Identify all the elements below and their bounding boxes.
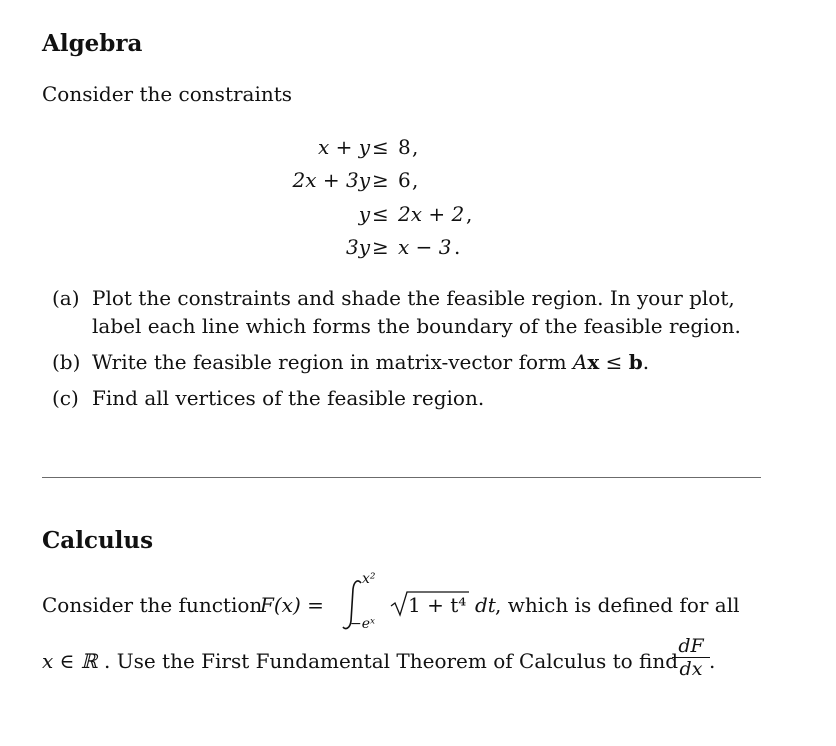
constraint-2-rhs: 6 — [398, 168, 411, 192]
calculus-sentence-1 — [42, 595, 262, 615]
constraint-3-tail: , — [466, 202, 473, 226]
constraint-3-rel: ≤ — [372, 202, 389, 226]
part-c — [52, 384, 752, 412]
constraint-system — [280, 132, 540, 262]
calculus-sentence-2: . Use the First Fundamental Theorem of Calculus to find — [104, 649, 679, 673]
part-b — [52, 348, 752, 376]
derivative-fraction — [672, 635, 710, 680]
calculus-sentence-1-after: , which is defined for all — [495, 593, 740, 617]
part-c-label: (c) — [52, 386, 79, 410]
part-b-text — [92, 348, 649, 376]
constraint-4-lhs: 3y — [345, 235, 370, 259]
constraint-1-rhs: 8 — [398, 135, 411, 159]
fraction-denominator: dx — [679, 658, 703, 680]
constraint-1-rel: ≤ — [372, 135, 389, 159]
constraint-1-tail: , — [412, 135, 419, 159]
constraint-2-rel: ≥ — [372, 168, 389, 192]
constraint-3-lhs: y — [358, 202, 370, 226]
part-a-label: (a) — [52, 286, 80, 310]
constraint-1-lhs: x + y — [317, 135, 370, 159]
calculus-sentence-1-before: Consider the function — [42, 593, 263, 617]
part-b-text-before: Write the feasible region in matrix-vector form — [92, 350, 573, 374]
algebra-intro: Consider the constraints — [42, 82, 293, 106]
part-b-vector-b: b — [628, 350, 643, 374]
calculus-sentence-2-end: . — [709, 649, 716, 673]
calculus-domain: x ∈ ℝ — [42, 649, 98, 673]
part-a-line2: label each line which forms the boundary of the feasible region. — [92, 314, 741, 338]
fraction-numerator: dF — [672, 635, 710, 658]
part-b-label: (b) — [52, 350, 81, 374]
calculus-function: F(x) = — [260, 593, 324, 617]
integrand: 1 + t⁴ — [408, 593, 467, 617]
part-a-line1: Plot the constraints and shade the feasible region. In your plot, — [92, 286, 735, 310]
part-c-text: Find all vertices of the feasible region. — [92, 386, 485, 410]
algebra-heading: Algebra — [42, 30, 143, 57]
constraint-4-rel: ≥ — [372, 235, 389, 259]
part-a — [52, 284, 752, 340]
constraint-4-tail: . — [454, 235, 461, 259]
calculus-heading: Calculus — [42, 527, 154, 554]
integral-differential: dt — [475, 593, 496, 617]
part-b-text-after: . — [642, 350, 650, 374]
part-b-rel: ≤ — [605, 350, 623, 374]
part-b-vector-x: x — [587, 350, 600, 374]
constraint-2-tail: , — [412, 168, 419, 192]
constraint-2-lhs: 2x + 3y — [292, 168, 370, 192]
integral-lower-limit: −eˣ — [350, 616, 375, 632]
constraint-4-rhs: x − 3 — [398, 235, 452, 259]
section-divider — [42, 477, 761, 478]
part-b-matrix-A: A — [572, 350, 588, 374]
integral-upper-limit: x² — [362, 571, 376, 587]
constraint-3-rhs: 2x + 2 — [398, 202, 465, 226]
